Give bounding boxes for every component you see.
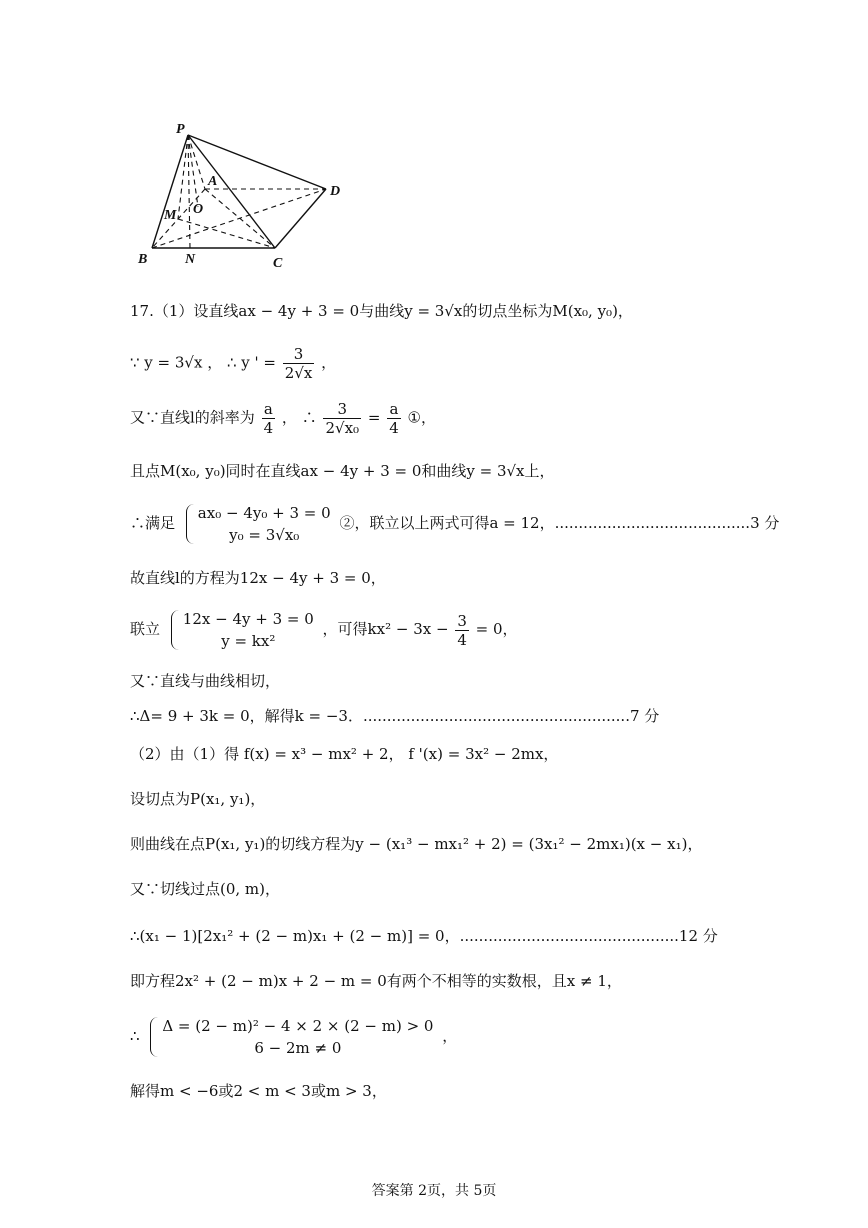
equation-system <box>184 502 331 546</box>
label-M: M <box>164 208 177 223</box>
system-row: y = kx² <box>221 632 276 650</box>
line-3 <box>130 400 436 437</box>
fraction <box>323 400 361 437</box>
line-5-tail: ②，联立以上两式可得a = 12，.........................................3 分 <box>339 514 780 532</box>
line-16-tail: ， <box>442 1027 458 1045</box>
line-5 <box>130 502 779 546</box>
line-15: 即方程2x² + (2 − m)x + 2 − m = 0有两个不相等的实数根，且x ≠ 1， <box>130 972 622 990</box>
fraction-numerator: a <box>387 400 401 419</box>
line-16-text: ∴ <box>130 1027 140 1045</box>
line-9: ∴Δ= 9 + 3k = 0，解得k = −3．........................................................7 分 <box>130 707 660 725</box>
fraction-denominator: 2√x <box>284 364 313 382</box>
line-11: 设切点为P(x₁, y₁)， <box>130 790 266 808</box>
system-row: 12x − 4y + 3 = 0 <box>182 610 314 628</box>
line-5-text: ∴满足 <box>130 514 176 532</box>
equation-system <box>148 1015 433 1059</box>
system-row: 6 − 2m ≠ 0 <box>254 1039 342 1057</box>
line-10: （2）由（1）得 f(x) = x³ − mx² + 2， f '(x) = 3x² − 2mx， <box>130 745 559 763</box>
line-14: ∴(x₁ − 1)[2x₁² + (2 − m)x₁ + (2 − m)] = 0，..............................................12 分 <box>130 927 718 945</box>
fraction-denominator: 4 <box>389 419 399 437</box>
line-3-equals: = <box>367 408 381 427</box>
fraction-numerator: 3 <box>283 345 315 364</box>
pyramid-figure <box>130 115 370 275</box>
line-13: 又∵切线过点(0, m)， <box>130 880 281 898</box>
line-7-mid: ，可得kx² − 3x − <box>322 620 449 638</box>
fraction-denominator: 2√x₀ <box>325 419 360 437</box>
fraction-numerator: 3 <box>323 400 361 419</box>
line-16 <box>130 1015 457 1059</box>
system-row: ax₀ − 4y₀ + 3 = 0 <box>197 504 331 522</box>
line-17: 解得m < −6或2 < m < 3或m > 3， <box>130 1082 387 1100</box>
page-footer: 答案第 2页，共 5页 <box>371 1183 497 1199</box>
line-2 <box>130 345 336 382</box>
line-3-text: 又∵直线l的斜率为 <box>130 408 255 427</box>
line-12: 则曲线在点P(x₁, y₁)的切线方程为y − (x₁³ − mx₁² + 2) = (3x₁² − 2mx₁)(x − x₁)， <box>130 835 703 853</box>
line-4: 且点M(x₀, y₀)同时在直线ax − 4y + 3 = 0和曲线y = 3√x上， <box>130 462 555 480</box>
label-N: N <box>185 252 196 267</box>
fraction-numerator: a <box>262 400 276 419</box>
label-B: B <box>138 252 148 267</box>
fraction <box>387 400 401 437</box>
line-3-tail: ①， <box>407 408 436 427</box>
line-6: 故直线l的方程为12x − 4y + 3 = 0， <box>130 569 386 587</box>
system-row: y₀ = 3√x₀ <box>229 526 300 544</box>
system-row: Δ = (2 − m)² − 4 × 2 × (2 − m) > 0 <box>162 1017 434 1035</box>
fraction-denominator: 4 <box>457 630 467 649</box>
fraction <box>455 612 469 649</box>
label-C: C <box>273 256 283 271</box>
line-8: 又∵直线与曲线相切， <box>130 672 281 690</box>
line-7-tail: = 0， <box>475 620 518 638</box>
fraction <box>262 400 276 437</box>
line-2-tail: ， <box>321 353 337 372</box>
line-7 <box>130 608 518 652</box>
label-D: D <box>330 184 341 199</box>
line-2-text: ∵ y = 3√x ， ∴ y ' = <box>130 353 277 372</box>
label-A: A <box>208 174 218 189</box>
fraction <box>283 345 315 382</box>
fraction-numerator: 3 <box>457 611 467 630</box>
line-3-therefore: ， ∴ <box>281 408 317 427</box>
line-7-text: 联立 <box>130 620 161 638</box>
equation-system <box>169 608 314 652</box>
line-1: 17.（1）设直线ax − 4y + 3 = 0与曲线y = 3√x的切点坐标为M(x₀, y₀)， <box>130 302 633 320</box>
label-P: P <box>176 122 185 137</box>
label-O: O <box>193 202 204 217</box>
fraction-denominator: 4 <box>263 419 274 437</box>
